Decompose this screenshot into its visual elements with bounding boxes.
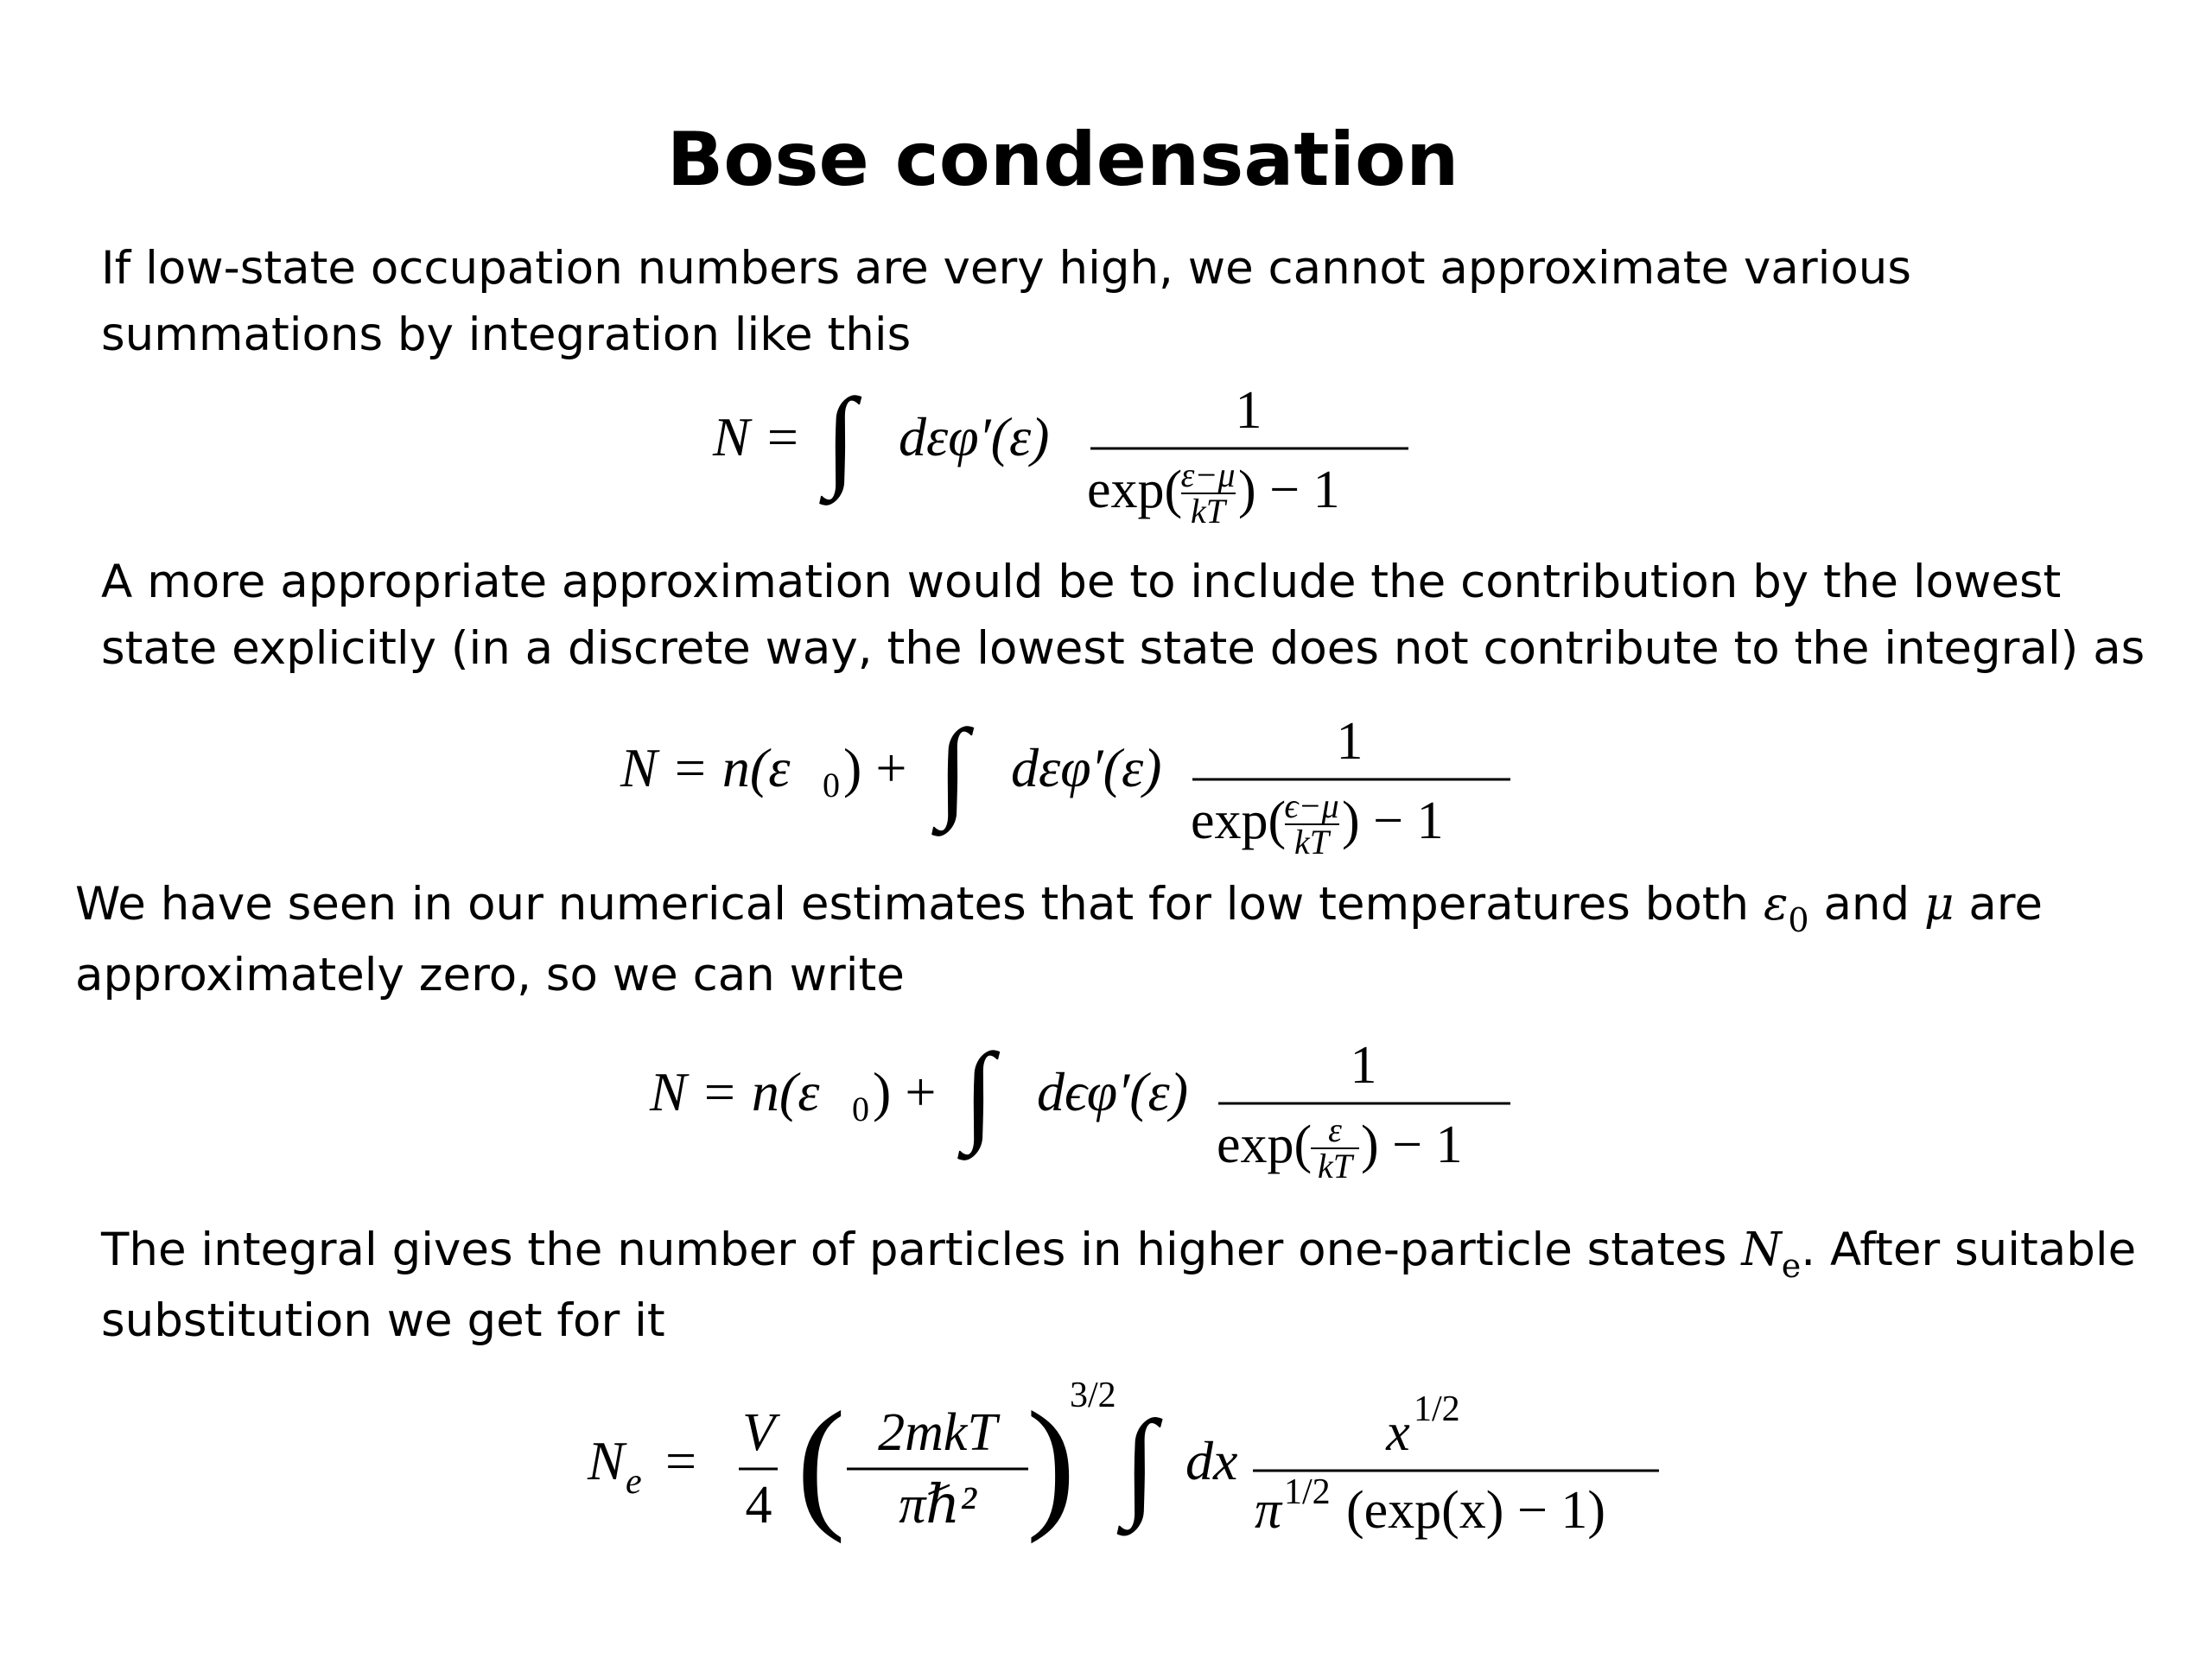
- eq2-den-tail: ) − 1: [1342, 791, 1444, 850]
- paragraph-approximation-line-1: A more appropriate approximation would be to include the contribution by the lowest: [101, 556, 2062, 608]
- eq1-den-tail: ) − 1: [1238, 461, 1340, 519]
- eq4-power: 3/2: [1070, 1376, 1116, 1415]
- paragraph-integral-text-a: The integral gives the number of particles in higher one-particle states: [101, 1224, 1742, 1276]
- eq4-paren-close: ): [1027, 1382, 1076, 1544]
- paragraph-intro: [101, 235, 1911, 368]
- eq1-integrand: dεφ′(ε): [899, 406, 1050, 467]
- eq4-lhs-sub: e: [626, 1462, 642, 1502]
- eq4-numerator-power: 1/2: [1414, 1389, 1460, 1429]
- eq2-integrand: dεφ′(ε): [1011, 737, 1162, 798]
- paragraph-intro-line-2: summations by integration like this: [101, 308, 912, 361]
- eq1-lhs: N =: [713, 406, 801, 467]
- eq4-inner-denominator: πℏ²: [899, 1476, 976, 1535]
- n-e-subscript: e: [1781, 1247, 1802, 1285]
- eq2-lhs-tail: ) +: [843, 737, 907, 798]
- eq3-den-frac-num: ε: [1328, 1110, 1342, 1149]
- equation-1: [691, 367, 1469, 540]
- paragraph-low-temperature-line-2: approximately zero, so we can write: [75, 949, 905, 1001]
- eq1-den-frac-num: ε−μ: [1180, 455, 1236, 494]
- eq2-integral-sign: ∫: [938, 707, 969, 831]
- eq3-lhs-sub: 0: [852, 1090, 869, 1128]
- eq3-lhs-tail: ) +: [873, 1061, 937, 1122]
- paragraph-integral-line-2: substitution we get for it: [101, 1294, 665, 1347]
- epsilon-zero-subscript: 0: [1788, 901, 1809, 939]
- eq1-den-frac-den: kT: [1191, 492, 1225, 531]
- paragraph-low-temperature-text-a: We have seen in our numerical estimates that for low temperatures both: [75, 878, 1764, 931]
- eq2-den-exp: exp(: [1191, 791, 1287, 850]
- eq4-inner-numerator: 2mkT: [878, 1403, 997, 1462]
- eq4-den-tail: (exp(x) − 1): [1346, 1481, 1606, 1540]
- paragraph-approximation: [101, 549, 2145, 682]
- paragraph-integral-text-b: . After suitable: [1801, 1224, 2137, 1276]
- eq1-numerator: 1: [1235, 381, 1262, 440]
- eq2-den-frac-den: kT: [1294, 823, 1329, 861]
- paragraph-low-temperature-text-c: are: [1954, 878, 2044, 931]
- slide-title: Bose condensation: [666, 117, 1459, 203]
- eq3-den-tail: ) − 1: [1361, 1116, 1463, 1174]
- eq1-den-exp: exp(: [1087, 461, 1183, 519]
- epsilon-zero-symbol: ε: [1763, 878, 1789, 931]
- paragraph-low-temperature-text-b: and: [1808, 878, 1925, 931]
- eq4-numerator: x: [1386, 1403, 1410, 1462]
- paragraph-low-temperature: [75, 871, 2043, 1008]
- equation-4: [570, 1374, 1711, 1573]
- eq3-den-frac-den: kT: [1318, 1147, 1352, 1185]
- eq3-lhs: N = n(ε: [650, 1061, 820, 1122]
- eq4-v-denominator: 4: [745, 1476, 772, 1535]
- eq4-dx: dx: [1185, 1430, 1238, 1491]
- equation-2: [605, 698, 1555, 871]
- paragraph-approximation-line-2: state explicitly (in a discrete way, the lowest state does not contribute to the integral) as: [101, 622, 2145, 675]
- eq4-den-pi-power: 1/2: [1284, 1472, 1331, 1512]
- mu-symbol: μ: [1924, 878, 1955, 931]
- eq3-integral-sign: ∫: [963, 1031, 995, 1155]
- paragraph-intro-line-1: If low-state occupation numbers are very high, we cannot approximate various: [101, 242, 1912, 295]
- eq3-integrand: dϵφ′(ε): [1037, 1061, 1189, 1122]
- eq2-den-frac-num: ϵ−μ: [1284, 786, 1339, 825]
- eq3-numerator: 1: [1350, 1036, 1377, 1095]
- eq4-den-pi: π: [1255, 1481, 1282, 1540]
- n-e-symbol: N: [1741, 1224, 1782, 1276]
- eq2-lhs: N = n(ε: [620, 737, 791, 798]
- eq4-v-numerator: V: [742, 1403, 775, 1462]
- paragraph-integral-line-1: [101, 1217, 2136, 1287]
- eq2-lhs-sub: 0: [823, 766, 840, 804]
- equation-3: [631, 1022, 1581, 1195]
- eq4-equals: =: [665, 1430, 697, 1491]
- paragraph-integral: [101, 1217, 2136, 1354]
- eq3-den-exp: exp(: [1217, 1116, 1313, 1174]
- eq2-numerator: 1: [1336, 712, 1363, 771]
- eq4-paren-open: (: [797, 1382, 846, 1544]
- eq4-integral-sign: ∫: [1123, 1396, 1157, 1530]
- paragraph-low-temperature-line-1: [75, 871, 2043, 942]
- eq4-lhs-n: N: [588, 1430, 625, 1491]
- eq1-integral-sign: ∫: [825, 376, 856, 500]
